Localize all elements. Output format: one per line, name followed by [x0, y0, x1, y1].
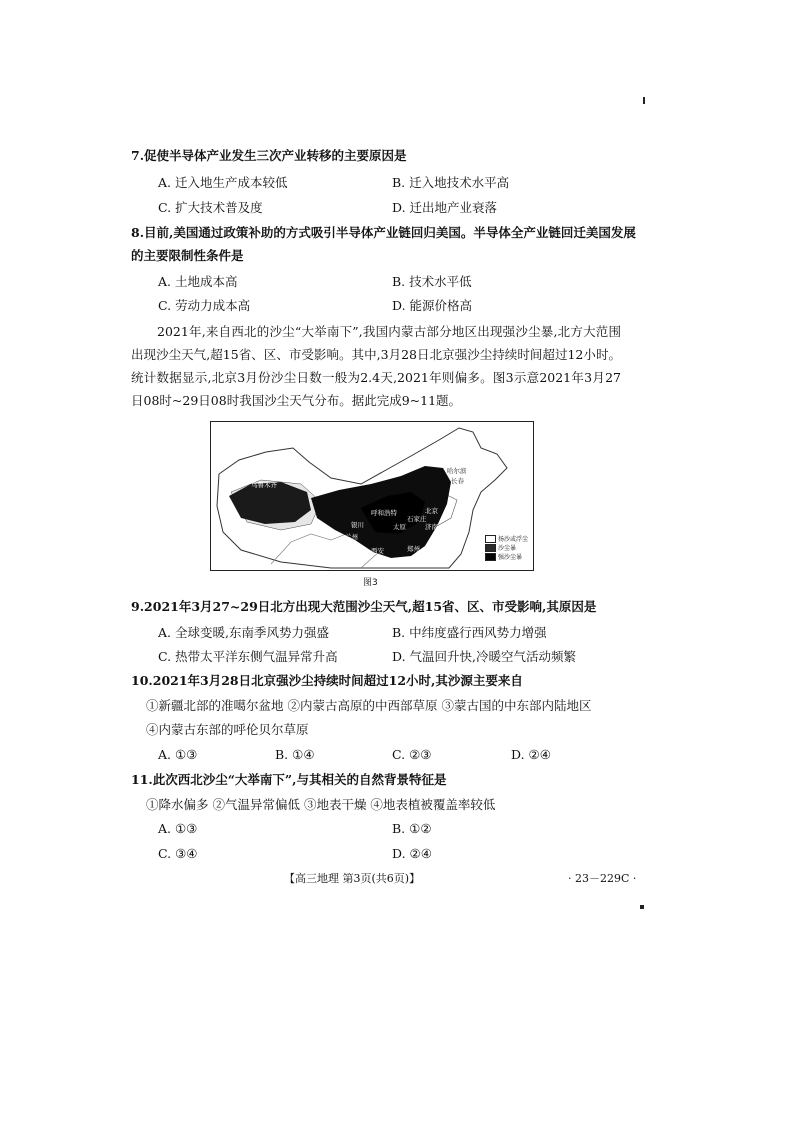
q11-option-a[interactable]: A. ①③ — [158, 821, 198, 836]
legend-item-blowing: 扬沙或浮尘 — [485, 534, 528, 543]
q11-stem: 11.此次西北沙尘“大举南下”,与其相关的自然背景特征是 — [131, 772, 447, 787]
label-changchun: 长春 — [451, 477, 464, 485]
q8-option-c[interactable]: C. 劳动力成本高 — [158, 298, 251, 313]
q8-option-d[interactable]: D. 能源价格高 — [392, 298, 473, 313]
q8-option-b[interactable]: B. 技术水平低 — [392, 274, 472, 289]
q9-stem: 9.2021年3月27~29日北方出现大范围沙尘天气,超15省、区、市受影响,其原因是 — [131, 599, 597, 614]
label-taiyuan: 太原 — [393, 523, 406, 531]
q8-option-a[interactable]: A. 土地成本高 — [158, 274, 238, 289]
q7-option-a[interactable]: A. 迁入地生产成本较低 — [158, 175, 288, 190]
scan-mark-right — [640, 905, 644, 909]
q11-option-b[interactable]: B. ①② — [392, 821, 432, 836]
label-xian: 西安 — [371, 547, 384, 555]
scan-mark-top — [643, 97, 645, 104]
label-beijing: 北京 — [425, 507, 438, 515]
q10-items-line1: ①新疆北部的准噶尔盆地 ②内蒙古高原的中西部草原 ③蒙古国的中东部内陆地区 — [146, 698, 592, 713]
q10-option-a[interactable]: A. ①③ — [158, 747, 198, 762]
q9-option-b[interactable]: B. 中纬度盛行西风势力增强 — [392, 625, 547, 640]
q7-option-d[interactable]: D. 迁出地产业衰落 — [392, 200, 498, 215]
q10-option-b[interactable]: B. ①④ — [275, 747, 315, 762]
label-urumqi: 乌鲁木齐 — [251, 481, 277, 489]
label-lanzhou: 兰州 — [345, 533, 358, 541]
exam-code: · 23－229C · — [568, 872, 637, 885]
q11-option-c[interactable]: C. ③④ — [158, 846, 198, 861]
label-jinan: 济南 — [425, 523, 438, 531]
q8-stem-line1: 8.目前,美国通过政策补助的方式吸引半导体产业链回归美国。半导体全产业链回迁美国发展 — [131, 225, 636, 240]
q9-option-c[interactable]: C. 热带太平洋东侧气温异常升高 — [158, 649, 338, 664]
label-shijiazhuang: 石家庄 — [407, 515, 427, 523]
q11-items: ①降水偏多 ②气温异常偏低 ③地表干燥 ④地表植被覆盖率较低 — [146, 797, 496, 812]
figure-caption: 图3 — [363, 578, 378, 588]
page-footer: 【高三地理 第3页(共6页)】 — [284, 872, 421, 885]
label-yinchuan: 银川 — [351, 521, 364, 529]
q7-stem: 7.促使半导体产业发生三次产业转移的主要原因是 — [131, 148, 407, 163]
q10-stem: 10.2021年3月28日北京强沙尘持续时间超过12小时,其沙源主要来自 — [131, 673, 523, 688]
label-hohhot: 呼和浩特 — [371, 509, 397, 517]
q9-option-a[interactable]: A. 全球变暖,东南季风势力强盛 — [158, 625, 329, 640]
label-zhengzhou: 郑州 — [407, 545, 420, 553]
q7-option-c[interactable]: C. 扩大技术普及度 — [158, 200, 263, 215]
passage-text: 2021年,来自西北的沙尘“大举南下”,我国内蒙古部分地区出现强沙尘暴,北方大范围出现沙尘天气,超15省、区、市受影响。其中,3月28日北京强沙尘持续时间超过12小时。统计数据显示,北京3月份沙尘日数一般为2.4天,2021年则偏多。图3示意2021年3月27日08时~29日08时我国沙尘天气分布。据此完成9~11题。 — [131, 324, 621, 408]
dust-weather-map — [210, 421, 534, 571]
q8-stem-line2: 的主要限制性条件是 — [131, 248, 244, 263]
label-harbin: 哈尔滨 — [447, 467, 467, 475]
legend-item-storm: 沙尘暴 — [485, 543, 528, 552]
reading-passage — [131, 320, 621, 412]
q7-option-b[interactable]: B. 迁入地技术水平高 — [392, 175, 510, 190]
legend-item-strong: 强沙尘暴 — [485, 552, 528, 561]
q10-option-d[interactable]: D. ②④ — [511, 747, 551, 762]
q9-option-d[interactable]: D. 气温回升快,冷暖空气活动频繁 — [392, 649, 576, 664]
q11-option-d[interactable]: D. ②④ — [392, 846, 432, 861]
q10-option-c[interactable]: C. ②③ — [392, 747, 432, 762]
map-legend — [485, 534, 528, 561]
q10-items-line2: ④内蒙古东部的呼伦贝尔草原 — [146, 722, 309, 737]
